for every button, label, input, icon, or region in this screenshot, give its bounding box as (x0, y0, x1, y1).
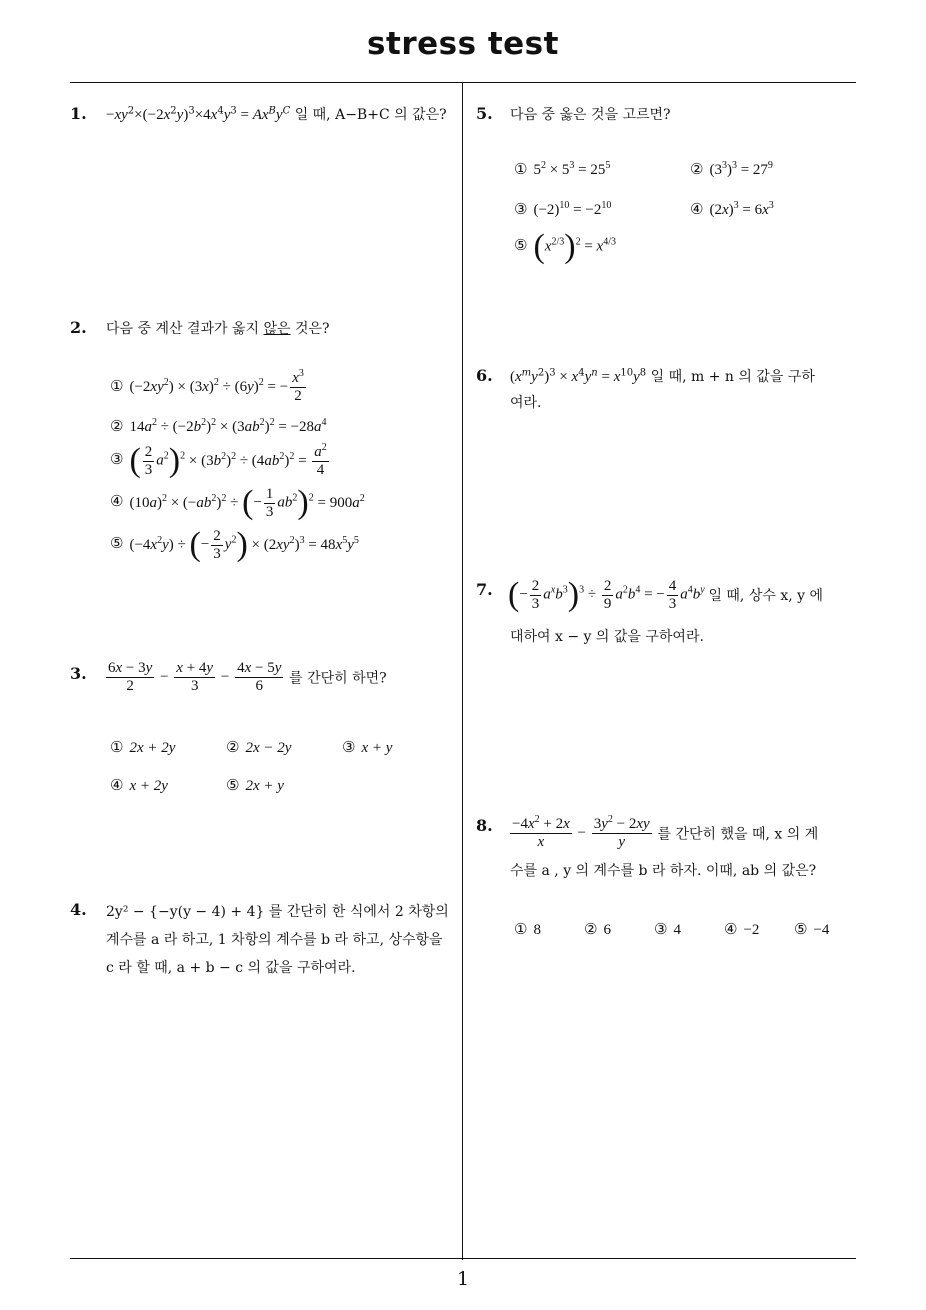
option-1[interactable]: ① 8 (514, 920, 541, 938)
question-formula: (− $\frac{2}{3}$ $a^xb^3)^3$ ÷ $\frac{2}{9}$ $a^2b^4$ = − $\frac{4}{3}$ $a^4b^y$ 일 때, 상수 x, y 에 (508, 576, 824, 613)
option-4[interactable]: ④ $(10a)^2 \times (-ab^2)^2$ ÷ (− $\frac{1}{3}$ $ab^2)^2 = 900a^2$ (110, 484, 365, 521)
bottom-rule (70, 1258, 856, 1259)
question-text: 일 때, A−B+C 의 값은? (294, 107, 447, 123)
question-text-end: 것은? (290, 321, 330, 337)
question-number: 2. (70, 318, 87, 337)
option-1[interactable]: ① $5^2 \times 5^3 = 25^5$ (514, 160, 611, 178)
column-divider (462, 82, 463, 1260)
question-text: 일 때, m + n 의 값을 구하 (650, 369, 815, 385)
option-1[interactable]: ① $(-2xy^2) \times (3x)^2 \div (6y)^2$ = − $\frac{x^3}{2}$ (110, 368, 304, 404)
question-number: 4. (70, 900, 87, 919)
page-number: 1 (456, 1268, 470, 1290)
option-4[interactable]: ④ −2 (724, 920, 760, 938)
option-5[interactable]: ⑤ $(x^{2/3})^2 = x^{4/3}$ (514, 228, 616, 265)
option-5[interactable]: ⑤ $(-4x^2y)$ ÷ (− $\frac{2}{3}$ $y^2) \times (2xy^2)^3 = 48x^5y^5$ (110, 526, 359, 563)
underlined-word: 않은 (263, 321, 291, 337)
question-line-2: 대하여 x − y 의 값을 구하여라. (510, 629, 704, 645)
question-line-2: 계수를 a 라 하고, 1 차항의 계수를 b 라 하고, 상수항을 (106, 932, 443, 948)
question-line-2: 여라. (510, 395, 542, 411)
question-formula: $-xy^2\times(-2x^2y)^3\times 4x^4y^3 = Ax^By^C$ (106, 105, 291, 123)
option-2[interactable]: ② 2x − 2y (226, 738, 292, 756)
option-4[interactable]: ④ $(2x)^3 = 6x^3$ (690, 200, 774, 218)
question-number: 1. (70, 104, 87, 123)
top-rule (70, 82, 856, 83)
question-formula: $\frac{-4x^2 + 2x}{x}$ − $\frac{3y^2 - 2xy}{y}$ 를 간단히 했을 때, x 의 계 (512, 814, 819, 850)
page-title: stress test (367, 26, 559, 62)
question-line-2: 수를 a , y 의 계수를 b 라 하자. 이때, ab 의 값은? (510, 863, 817, 879)
option-3[interactable]: ③ $(-2)^{10} = -2^{10}$ (514, 200, 612, 218)
option-2[interactable]: ② $14a^2 \div (-2b^2)^2 \times (3ab^2)^2 = -28a^4$ (110, 417, 327, 435)
option-3[interactable]: ③ x + y (342, 738, 393, 756)
question-formula: $\frac{6x - 3y}{2}$ − $\frac{x + 4y}{3}$ − $\frac{4x - 5y}{6}$ 를 간단히 하면? (108, 660, 387, 694)
question-number: 7. (476, 580, 493, 599)
option-4[interactable]: ④ x + 2y (110, 776, 168, 794)
question-number: 3. (70, 664, 87, 683)
option-5[interactable]: ⑤ −4 (794, 920, 830, 938)
question-number: 6. (476, 366, 493, 385)
option-3[interactable]: ③ 4 (654, 920, 681, 938)
option-1[interactable]: ① 2x + 2y (110, 738, 176, 756)
question-line-1: 2y² − {−y(y − 4) + 4} 를 간단히 한 식에서 2 차항의 (106, 904, 449, 920)
question-text: 다음 중 계산 결과가 옳지 (106, 321, 264, 337)
question-text: 다음 중 옳은 것을 고르면? (510, 107, 671, 123)
question-number: 8. (476, 816, 493, 835)
option-2[interactable]: ② $(3^3)^3 = 27^9$ (690, 160, 773, 178)
option-5[interactable]: ⑤ 2x + y (226, 776, 284, 794)
option-3[interactable]: ③ ( $\frac{2}{3}$ $a^2)^2 \times (3b^2)^2 \div (4ab^2)^2$ = $\frac{a^2}{4}$ (110, 441, 327, 479)
option-2[interactable]: ② 6 (584, 920, 611, 938)
question-line-3: c 라 할 때, a + b − c 의 값을 구하여라. (106, 960, 356, 976)
question-formula: $(x^my^2)^3 \times x^4y^n = x^{10}y^8$ (510, 367, 647, 385)
question-number: 5. (476, 104, 493, 123)
